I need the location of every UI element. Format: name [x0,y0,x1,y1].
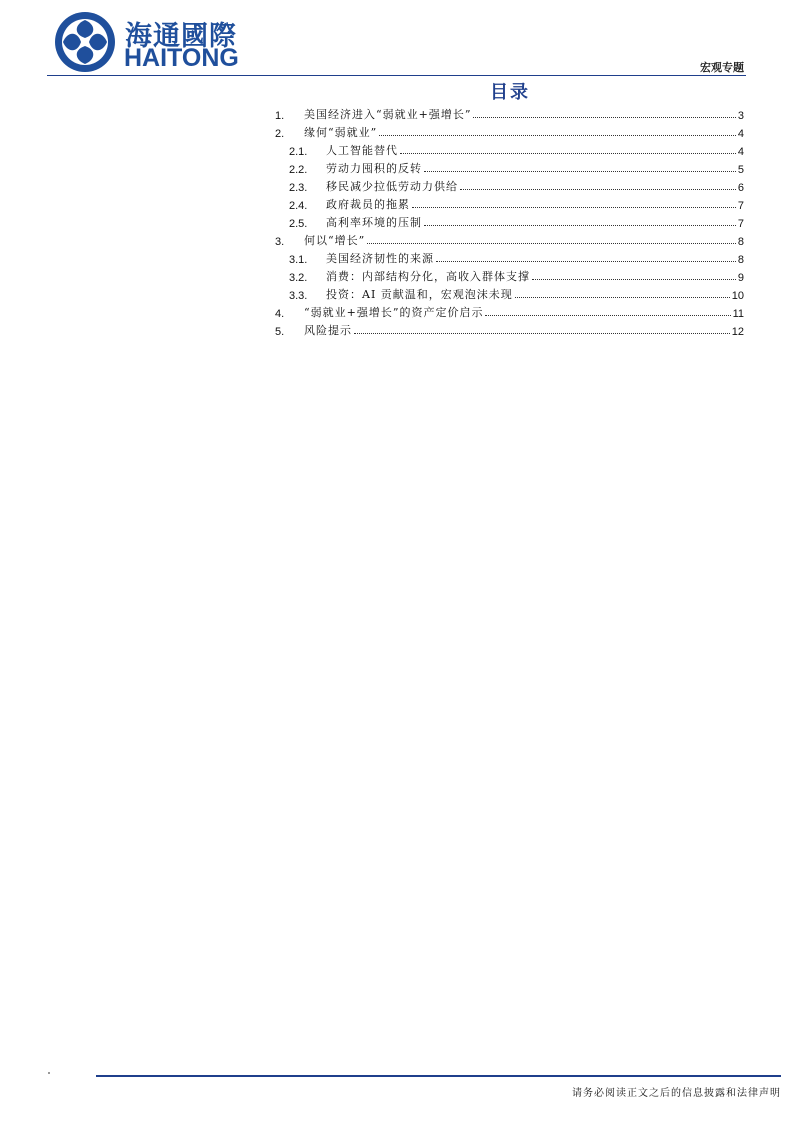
logo-chinese-text: 海通國際 [125,21,237,52]
toc-entry-title: 投资：AI 贡献温和，宏观泡沫未现 [326,288,513,301]
toc-entry-number: 2. [275,128,285,140]
footer-dot [48,1072,50,1074]
toc-entry-title: “弱就业+强增长”的资产定价启示 [304,306,484,319]
toc-leader-dots [515,297,730,298]
toc-entry-title: 消费：内部结构分化，高收入群体支撑 [326,270,530,283]
toc-entry[interactable] [275,158,744,176]
toc-entry-page: 7 [737,218,744,230]
toc-entry-page: 8 [737,236,744,248]
toc-leader-dots [460,189,736,190]
toc-leader-dots [424,225,736,226]
toc-entry-number: 2.1. [289,146,308,158]
toc-entry-page: 7 [737,200,744,212]
toc-entry-page: 8 [737,254,744,266]
toc-leader-dots [532,279,736,280]
toc-entry-title: 美国经济韧性的来源 [326,252,434,265]
toc-entry-page: 4 [737,146,744,158]
table-of-contents [275,104,744,338]
toc-entry-page: 5 [737,164,744,176]
toc-entry-title: 政府裁员的拖累 [326,198,410,211]
toc-entry[interactable] [275,248,744,266]
toc-entry-title: 劳动力囤积的反转 [326,162,422,175]
section-label: 宏观专题 [700,61,744,74]
logo-english-text: HAITONG [124,44,239,72]
toc-leader-dots [379,135,736,136]
toc-entry-title: 风险提示 [304,324,352,337]
toc-entry[interactable] [275,320,744,338]
toc-entry-page: 4 [737,128,744,140]
toc-entry-number: 2.5. [289,218,308,230]
header-divider [47,75,746,76]
toc-entry-title: 缘何“弱就业” [304,126,378,139]
toc-entry-number: 3.2. [289,272,308,284]
footer-divider [96,1075,781,1077]
haitong-emblem-icon [53,10,117,74]
toc-entry-title: 高利率环境的压制 [326,216,422,229]
toc-entry-number: 5. [275,326,285,338]
toc-entry[interactable] [275,122,744,140]
toc-entry-number: 2.4. [289,200,308,212]
toc-entry[interactable] [275,230,744,248]
toc-leader-dots [436,261,736,262]
toc-entry-number: 3. [275,236,285,248]
toc-leader-dots [485,315,730,316]
toc-entry-title: 移民减少拉低劳动力供给 [326,180,458,193]
toc-entry-title: 何以“增长” [304,234,366,247]
toc-entry-page: 10 [731,290,744,302]
toc-entry[interactable] [275,302,744,320]
toc-entry[interactable] [275,140,744,158]
toc-entry-page: 6 [737,182,744,194]
toc-entry[interactable] [275,104,744,122]
toc-leader-dots [367,243,736,244]
haitong-logo [53,10,243,70]
toc-entry-page: 12 [731,326,744,338]
toc-entry-number: 4. [275,308,285,320]
toc-title: 目录 [490,82,530,103]
toc-entry[interactable] [275,176,744,194]
footer-disclaimer: 请务必阅读正文之后的信息披露和法律声明 [572,1088,781,1099]
toc-entry-page: 9 [737,272,744,284]
toc-entry-page: 3 [737,110,744,122]
toc-leader-dots [354,333,730,334]
toc-entry-title: 美国经济进入“弱就业+强增长” [304,108,472,121]
toc-leader-dots [424,171,736,172]
toc-leader-dots [473,117,735,118]
toc-entry[interactable] [275,266,744,284]
toc-entry-number: 2.2. [289,164,308,176]
toc-leader-dots [412,207,736,208]
toc-entry[interactable] [275,212,744,230]
toc-entry-title: 人工智能替代 [326,144,398,157]
toc-entry[interactable] [275,284,744,302]
toc-entry-number: 1. [275,110,285,122]
toc-entry[interactable] [275,194,744,212]
toc-leader-dots [400,153,736,154]
toc-entry-page: 11 [732,308,744,320]
toc-entry-number: 3.1. [289,254,308,266]
toc-entry-number: 2.3. [289,182,308,194]
toc-entry-number: 3.3. [289,290,308,302]
